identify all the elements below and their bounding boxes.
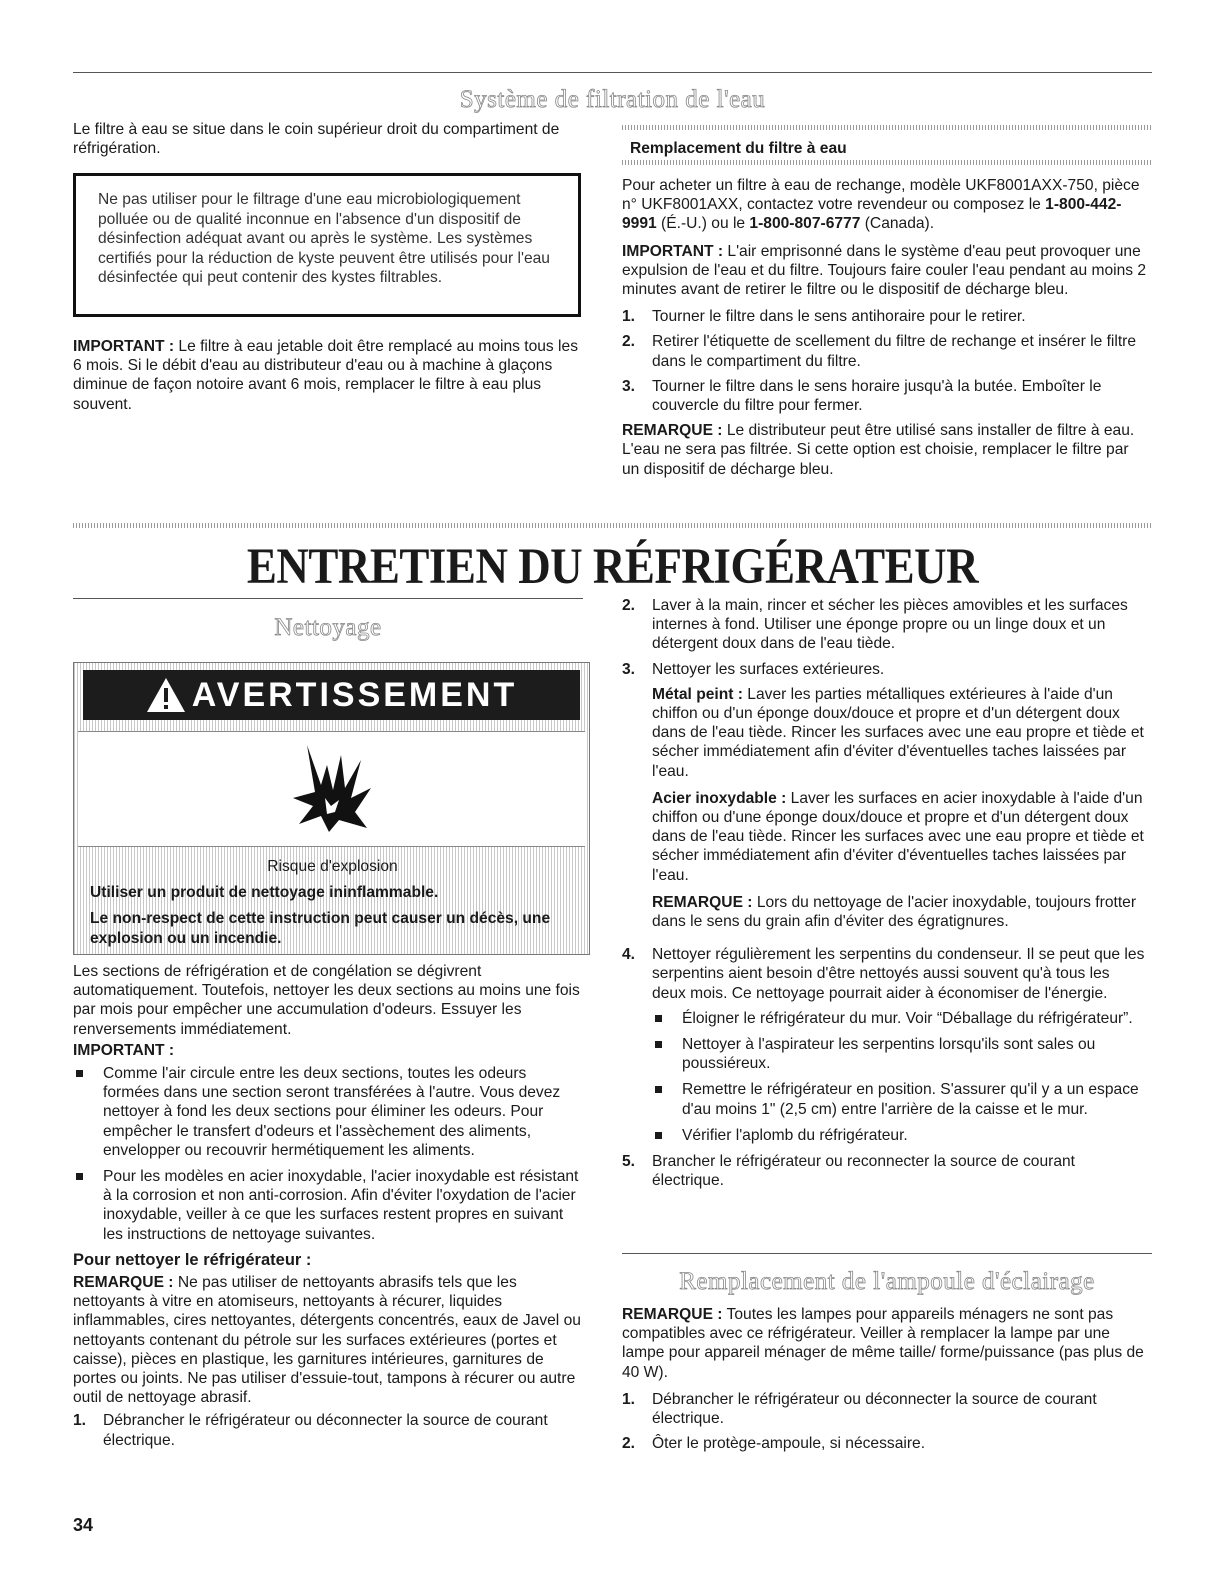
list-item bbox=[622, 377, 1147, 415]
warning-triangle-icon bbox=[146, 677, 186, 713]
cleaning-intro: Les sections de réfrigération et de congélation se dégivrent automatiquement. Toutefois, nettoyer les deux sections au moins une fois par mois pour empêcher une accumulation d'odeurs. Essuyer les renversements immédiatement. bbox=[73, 963, 580, 1038]
list-item bbox=[73, 1411, 585, 1449]
list-item bbox=[622, 307, 1147, 326]
phone-us: 1-800-442-9991 bbox=[622, 196, 1122, 233]
bulb-section-title: Remplacement de l'ampoule d'éclairage bbox=[679, 1268, 1095, 1295]
water-important bbox=[73, 337, 583, 422]
note-label: REMARQUE : bbox=[652, 893, 753, 911]
list-item: Vérifier l'aplomb du réfrigérateur. bbox=[652, 1126, 1147, 1145]
list-item bbox=[622, 660, 1147, 679]
list-item: Pour les modèles en acier inoxydable, l'acier inoxydable est résistant à la corrosion et non anti-corrosion. Afin d'éviter l'oxydation de l'acier inoxydable, veiller à ce que les surfaces restent propres en suivant les instructions de nettoyage suivantes. bbox=[73, 1167, 585, 1244]
list-item bbox=[622, 1152, 1147, 1190]
replace-filter-body bbox=[622, 176, 1147, 487]
note-text: Lors du nettoyage de l'acier inoxydable, toujours frotter dans le sens du grain afin d'éviter des égratignures. bbox=[652, 893, 1137, 931]
list-item bbox=[622, 945, 1147, 1003]
warning-text bbox=[90, 857, 575, 955]
step-number: 5. bbox=[622, 1153, 636, 1171]
replace-filter-heading: Remplacement du filtre à eau bbox=[630, 140, 847, 157]
purchase-text-3: (Canada). bbox=[860, 215, 935, 233]
explosion-icon bbox=[289, 740, 379, 835]
water-intro-text: Le filtre à eau se situe dans le coin supérieur droit du compartiment de réfrigération. bbox=[73, 121, 560, 158]
step-text: Tourner le filtre dans le sens horaire jusqu'à la butée. Emboîter le couvercle du filtre pour fermer. bbox=[652, 377, 1102, 415]
list-item: Éloigner le réfrigérateur du mur. Voir “Déballage du réfrigérateur”. bbox=[652, 1009, 1147, 1028]
step-text: Brancher le réfrigérateur ou reconnecter la source de courant électrique. bbox=[652, 1153, 1075, 1190]
step-number: 2. bbox=[622, 1435, 636, 1453]
hatch-divider bbox=[73, 523, 1152, 528]
list-item bbox=[622, 596, 1147, 654]
note-text: Toutes les lampes pour appareils ménagers ne sont pas compatibles avec ce réfrigérateur. Veiller à remplacer la lampe par une lampe pour appareil ménager de même taille/ forme/puissance (pas plus de 40 W). bbox=[622, 1306, 1144, 1381]
hatch-divider bbox=[622, 160, 1152, 165]
warning-line-1: Utiliser un produit de nettoyage ininflammable. bbox=[90, 884, 439, 901]
step-number: 1. bbox=[73, 1412, 87, 1430]
purchase-text-2: (É.-U.) ou le bbox=[656, 215, 750, 233]
step-number: 1. bbox=[622, 1390, 636, 1408]
phone-canada: 1-800-807-6777 bbox=[749, 215, 861, 233]
filter-steps bbox=[622, 307, 1147, 415]
step-text: Nettoyer les surfaces extérieures. bbox=[652, 660, 885, 678]
important-label: IMPORTANT : bbox=[73, 338, 175, 355]
list-item bbox=[622, 332, 1147, 370]
cleaning-right-column bbox=[622, 596, 1147, 1196]
section-rule bbox=[622, 1253, 1152, 1254]
purchase-paragraph bbox=[622, 176, 1147, 234]
cleaning-left-column bbox=[73, 962, 585, 1456]
bulb-section-body bbox=[622, 1305, 1147, 1459]
step-number: 1. bbox=[622, 308, 636, 326]
step-text: Laver à la main, rincer et sécher les pièces amovibles et les surfaces internes à fond. Utiliser une éponge propre ou un linge doux et un détergent doux dans de l'eau tiède. bbox=[652, 597, 1128, 653]
note-label: REMARQUE : bbox=[622, 1306, 723, 1323]
warning-risk: Risque d'explosion bbox=[267, 858, 398, 875]
note-text: Ne pas utiliser de nettoyants abrasifs tels que les nettoyants à vitre en atomiseurs, nettoyants à récurer, liquides inflammables, cires nettoyantes, détergents concentrés, eaux de Javel ou nettoyants contenant du pétrole sur les surfaces extérieures (portes et caisse), pièces en plastique, les garnitures intérieures, garnitures de portes ou joints. Ne pas utiliser d'essuie-tout, tampons à récurer ou autre outil de nettoyage abrasif. bbox=[73, 1274, 581, 1407]
list-item: Remettre le réfrigérateur en position. S'assurer qu'il y a un espace d'au moins 1" (2,5 cm) entre l'arrière de la caisse et le mur. bbox=[652, 1080, 1147, 1118]
note-label: REMARQUE : bbox=[622, 422, 723, 440]
cleaning-steps-continued bbox=[622, 596, 1147, 679]
step-text: Nettoyer régulièrement les serpentins du condenseur. Il se peut que les serpentins aient besoin d'être nettoyés aussi souvent qu'à tous les deux mois. Ce nettoyage pourrait aider à économiser de l'énergie. bbox=[652, 946, 1145, 1002]
warning-symbol-panel bbox=[78, 731, 585, 847]
step-text: Tourner le filtre dans le sens antihoraire pour le retirer. bbox=[652, 308, 1026, 326]
note-label: REMARQUE : bbox=[73, 1274, 174, 1292]
note-text: Le distributeur peut être utilisé sans installer de filtre à eau. L'eau ne sera pas filtrée. Si cette option est choisie, remplacer le filtre par un dispositif de décharge bleu. bbox=[622, 422, 1135, 478]
important-text: L'air emprisonné dans le système d'eau peut provoquer une expulsion de l'eau et du filtre. Toujours faire couler l'eau pendant au moins 2 minutes avant de retirer le filtre ou le dispositif de décharge bleu. bbox=[622, 242, 1147, 299]
step-text: Ôter le protège-ampoule, si nécessaire. bbox=[652, 1435, 926, 1453]
step-number: 2. bbox=[622, 597, 636, 614]
cleaning-steps-start bbox=[73, 1411, 585, 1449]
cleaning-step-5 bbox=[622, 1152, 1147, 1190]
hatch-divider bbox=[622, 125, 1152, 130]
list-item: Nettoyer à l'aspirateur les serpentins lorsqu'ils sont sales ou poussiéreux. bbox=[652, 1035, 1147, 1073]
stainless-note bbox=[622, 893, 1147, 931]
top-rule bbox=[73, 72, 1152, 73]
condenser-bullets bbox=[622, 1009, 1147, 1145]
important-bullets bbox=[73, 1064, 585, 1244]
step-text: Débrancher le réfrigérateur ou déconnecter la source de courant électrique. bbox=[652, 1390, 1097, 1428]
important-text: Le filtre à eau jetable doit être remplacé au moins tous les 6 mois. Si le débit d'eau au distributeur d'eau ou à machine à glaçons diminue de façon notoire avant 6 mois, remplacer le filtre à eau plus souvent. bbox=[73, 338, 578, 413]
warning-header-text: AVERTISSEMENT bbox=[191, 675, 518, 714]
step-text: Débrancher le réfrigérateur ou déconnecter la source de courant électrique. bbox=[103, 1412, 548, 1449]
list-item: Comme l'air circule entre les deux sections, toutes les odeurs formées dans une section seront transférées à l'autre. Vous devez nettoyer à fond les deux sections pour éliminer les odeurs. Pour empêcher le transfert d'odeurs et l'assèchement des aliments, envelopper ou recouvrir hermétiquement les aliments. bbox=[73, 1064, 585, 1160]
filter-note bbox=[622, 421, 1147, 479]
painted-metal-paragraph bbox=[622, 685, 1147, 781]
step-number: 3. bbox=[622, 660, 636, 678]
stainless-text: Laver les surfaces en acier inoxydable à l'aide d'un chiffon ou d'une éponge doux/douce et propre et d'un détergent doux dans de l'eau tiède. Rincer les surfaces avec une eau propre et tiède et sécher immédiatement afin d'éviter d'éventuelles taches laissées par l'eau. bbox=[652, 789, 1144, 884]
painted-metal-text: Laver les parties métalliques extérieures à l'aide d'un chiffon ou d'un éponge doux/douce et propre et d'un détergent doux dans de l'eau tiède. Rincer les surfaces avec une eau propre et tiède et sécher immédiatement afin d'éviter d'éventuelles taches laissées par l'eau. bbox=[652, 685, 1144, 780]
warning-line-2: Le non-respect de cette instruction peut causer un décès, une explosion ou un incendie. bbox=[90, 910, 551, 947]
step-number: 4. bbox=[622, 946, 636, 964]
step-text: Retirer l'étiquette de scellement du filtre de rechange et insérer le filtre dans le compartiment du filtre. bbox=[652, 333, 1137, 370]
cleaning-step-4 bbox=[622, 945, 1147, 1003]
water-warning-box bbox=[73, 173, 581, 317]
important-label: IMPORTANT : bbox=[622, 242, 724, 260]
cleaning-section-title: Nettoyage bbox=[274, 614, 382, 641]
purchase-text: Pour acheter un filtre à eau de rechange, modèle UKF8001AXX-750, pièce n° UKF8001AXX, contactez votre revendeur ou composez le bbox=[622, 177, 1140, 214]
explosion-warning bbox=[73, 662, 590, 955]
water-intro bbox=[73, 120, 583, 166]
bulb-steps bbox=[622, 1390, 1147, 1454]
water-warning-text: Ne pas utiliser pour le filtrage d'une eau microbiologiquement polluée ou de qualité inconnue en l'absence d'un dispositif de désinfection adéquat avant ou après le système. Les systèmes certifiés pour la réduction de kyste peuvent être utilisés pour l'eau désinfectée qui peut contenir des kystes filtrables. bbox=[98, 191, 550, 286]
page-title: ENTRETIEN DU RÉFRIGÉRATEUR bbox=[246, 538, 979, 594]
step-number: 2. bbox=[622, 333, 636, 351]
how-to-clean-heading: Pour nettoyer le réfrigérateur : bbox=[73, 1250, 312, 1269]
bulb-note bbox=[622, 1305, 1147, 1382]
page-number: 34 bbox=[73, 1515, 94, 1535]
important-label: IMPORTANT : bbox=[73, 1041, 175, 1059]
important-air-paragraph bbox=[622, 242, 1147, 300]
painted-metal-label: Métal peint : bbox=[652, 685, 743, 703]
list-item bbox=[622, 1390, 1147, 1428]
water-filter-section-title: Système de filtration de l'eau bbox=[459, 86, 766, 113]
stainless-label: Acier inoxydable : bbox=[652, 789, 787, 807]
cleaning-note bbox=[73, 1273, 585, 1407]
section-rule bbox=[73, 598, 583, 599]
step-number: 3. bbox=[622, 377, 636, 395]
stainless-paragraph bbox=[622, 789, 1147, 885]
list-item bbox=[622, 1434, 1147, 1453]
warning-header bbox=[83, 670, 580, 720]
